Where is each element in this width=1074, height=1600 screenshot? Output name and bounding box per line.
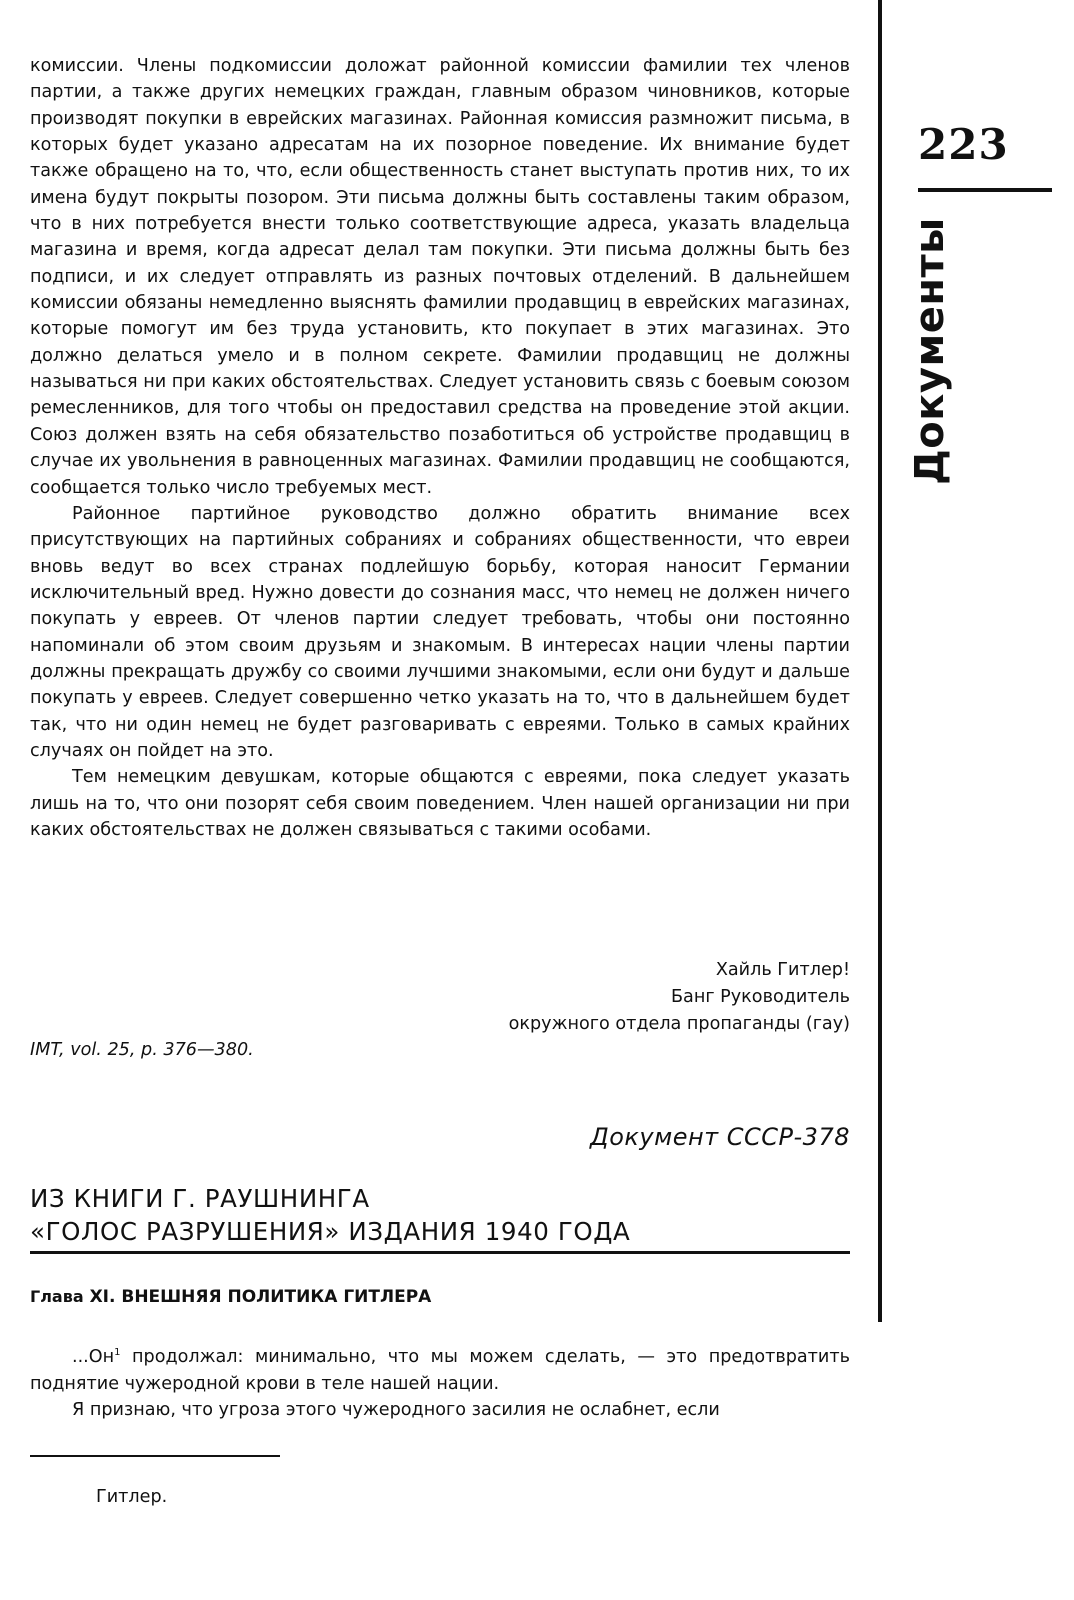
excerpt-paragraph-2: Я признаю, что угроза этого чужеродного засилия не ослабнет, если (72, 1400, 720, 1420)
footnote-text: Гитлер. (96, 1487, 168, 1507)
heading-line-1: ИЗ КНИГИ Г. РАУШНИНГА (30, 1184, 370, 1213)
excerpt-text (30, 1340, 850, 1424)
section-heading (30, 1182, 850, 1248)
signature-name: Банг Руководитель (670, 987, 850, 1007)
document-id: Документ СССР-378 (589, 1123, 850, 1151)
chapter-name: XI. ВНЕШНЯЯ ПОЛИТИКА ГИТЛЕРА (89, 1287, 432, 1307)
chapter-title (30, 1287, 431, 1307)
margin-vertical-rule (878, 0, 882, 1322)
margin-horizontal-rule (918, 188, 1052, 192)
paragraph-1: комиссии. Члены подкомиссии доложат районной комиссии фамилии тех членов партии, а также других немецких граждан, главным образом чиновников, которые производят покупки в еврейских магазинах. Районная комиссия размножит письма, в которых будет указано адресатам на их позорное поведение. Их внимание будет также обращено на то, что, если общественность станет выступать против них, то их имена будут покрыты позором. Эти письма должны быть составлены таким образом, что в них потребуется внести только соответствующие адреса, указать владельца магазина и время, когда адресат делал там покупки. Эти письма должны быть без подписи, и их следует отправлять из разных почтовых отделений. В дальнейшем комиссии обязаны немедленно выяснять фамилии продавщиц в еврейских магазинах, которые помогут им без труда установить, кто покупает в этих магазинах. Это должно делаться умело и в полном секрете. Фамилии продавщиц не должны называться ни при каких обстоятельствах. Следует установить связь с боевым союзом ремесленников, для того чтобы он предоставил средства на проведение этой акции. Союз должен взять на себя обязательство позаботиться об устройстве продавщиц в случае их увольнения в равноценных магазинах. Фамилии продавщиц не сообщаются, сообщается только число требуемых мест. (30, 56, 850, 498)
footnote-divider (30, 1455, 280, 1457)
excerpt-p1-rest: продолжал: минимально, что мы можем сделать, — это предотвратить поднятие чужеродной крови в теле нашей нации. (30, 1347, 850, 1394)
signature-greeting: Хайль Гитлер! (715, 960, 850, 980)
section-label (905, 216, 955, 485)
signature-block (509, 957, 850, 1038)
body-text (30, 53, 850, 843)
footnote-marker: 1 (114, 1347, 121, 1358)
excerpt-p1-start: ...Он (72, 1347, 115, 1367)
heading-divider (30, 1251, 850, 1254)
paragraph-3: Тем немецким девушкам, которые общаются с евреями, пока следует указать лишь на то, что они позорят себя своим поведением. Член нашей организации ни при каких обстоятельствах не должен связываться с такими особами. (30, 767, 850, 840)
page-number: 223 (918, 120, 1009, 169)
excerpt-paragraph-1 (30, 1340, 850, 1397)
section-label-text: Документы (907, 216, 953, 485)
source-citation: IMT, vol. 25, p. 376—380. (30, 1040, 254, 1060)
paragraph-2: Районное партийное руководство должно обратить внимание всех присутствующих на партийных собраниях и собраниях общественности, что евреи вновь ведут во всех странах подлейшую борьбу, которая наносит Германии исключительный вред. Нужно довести до сознания масс, что немец не должен ничего покупать у евреев. От членов партии следует требовать, чтобы они постоянно напоминали об этом своим друзьям и знакомым. В интересах нации члены партии должны прекращать дружбу со своими лучшими знакомыми, если они будут и дальше покупать у евреев. Следует совершенно четко указать на то, что в дальнейшем будет так, что ни один немец не будет разговаривать с евреями. Только в самых крайних случаях он пойдет на это. (30, 503, 850, 761)
heading-line-2: «ГОЛОС РАЗРУШЕНИЯ» ИЗДАНИЯ 1940 ГОДА (30, 1217, 631, 1246)
chapter-prefix: Глава (30, 1287, 84, 1306)
signature-position: окружного отдела пропаганды (гау) (508, 1014, 850, 1034)
